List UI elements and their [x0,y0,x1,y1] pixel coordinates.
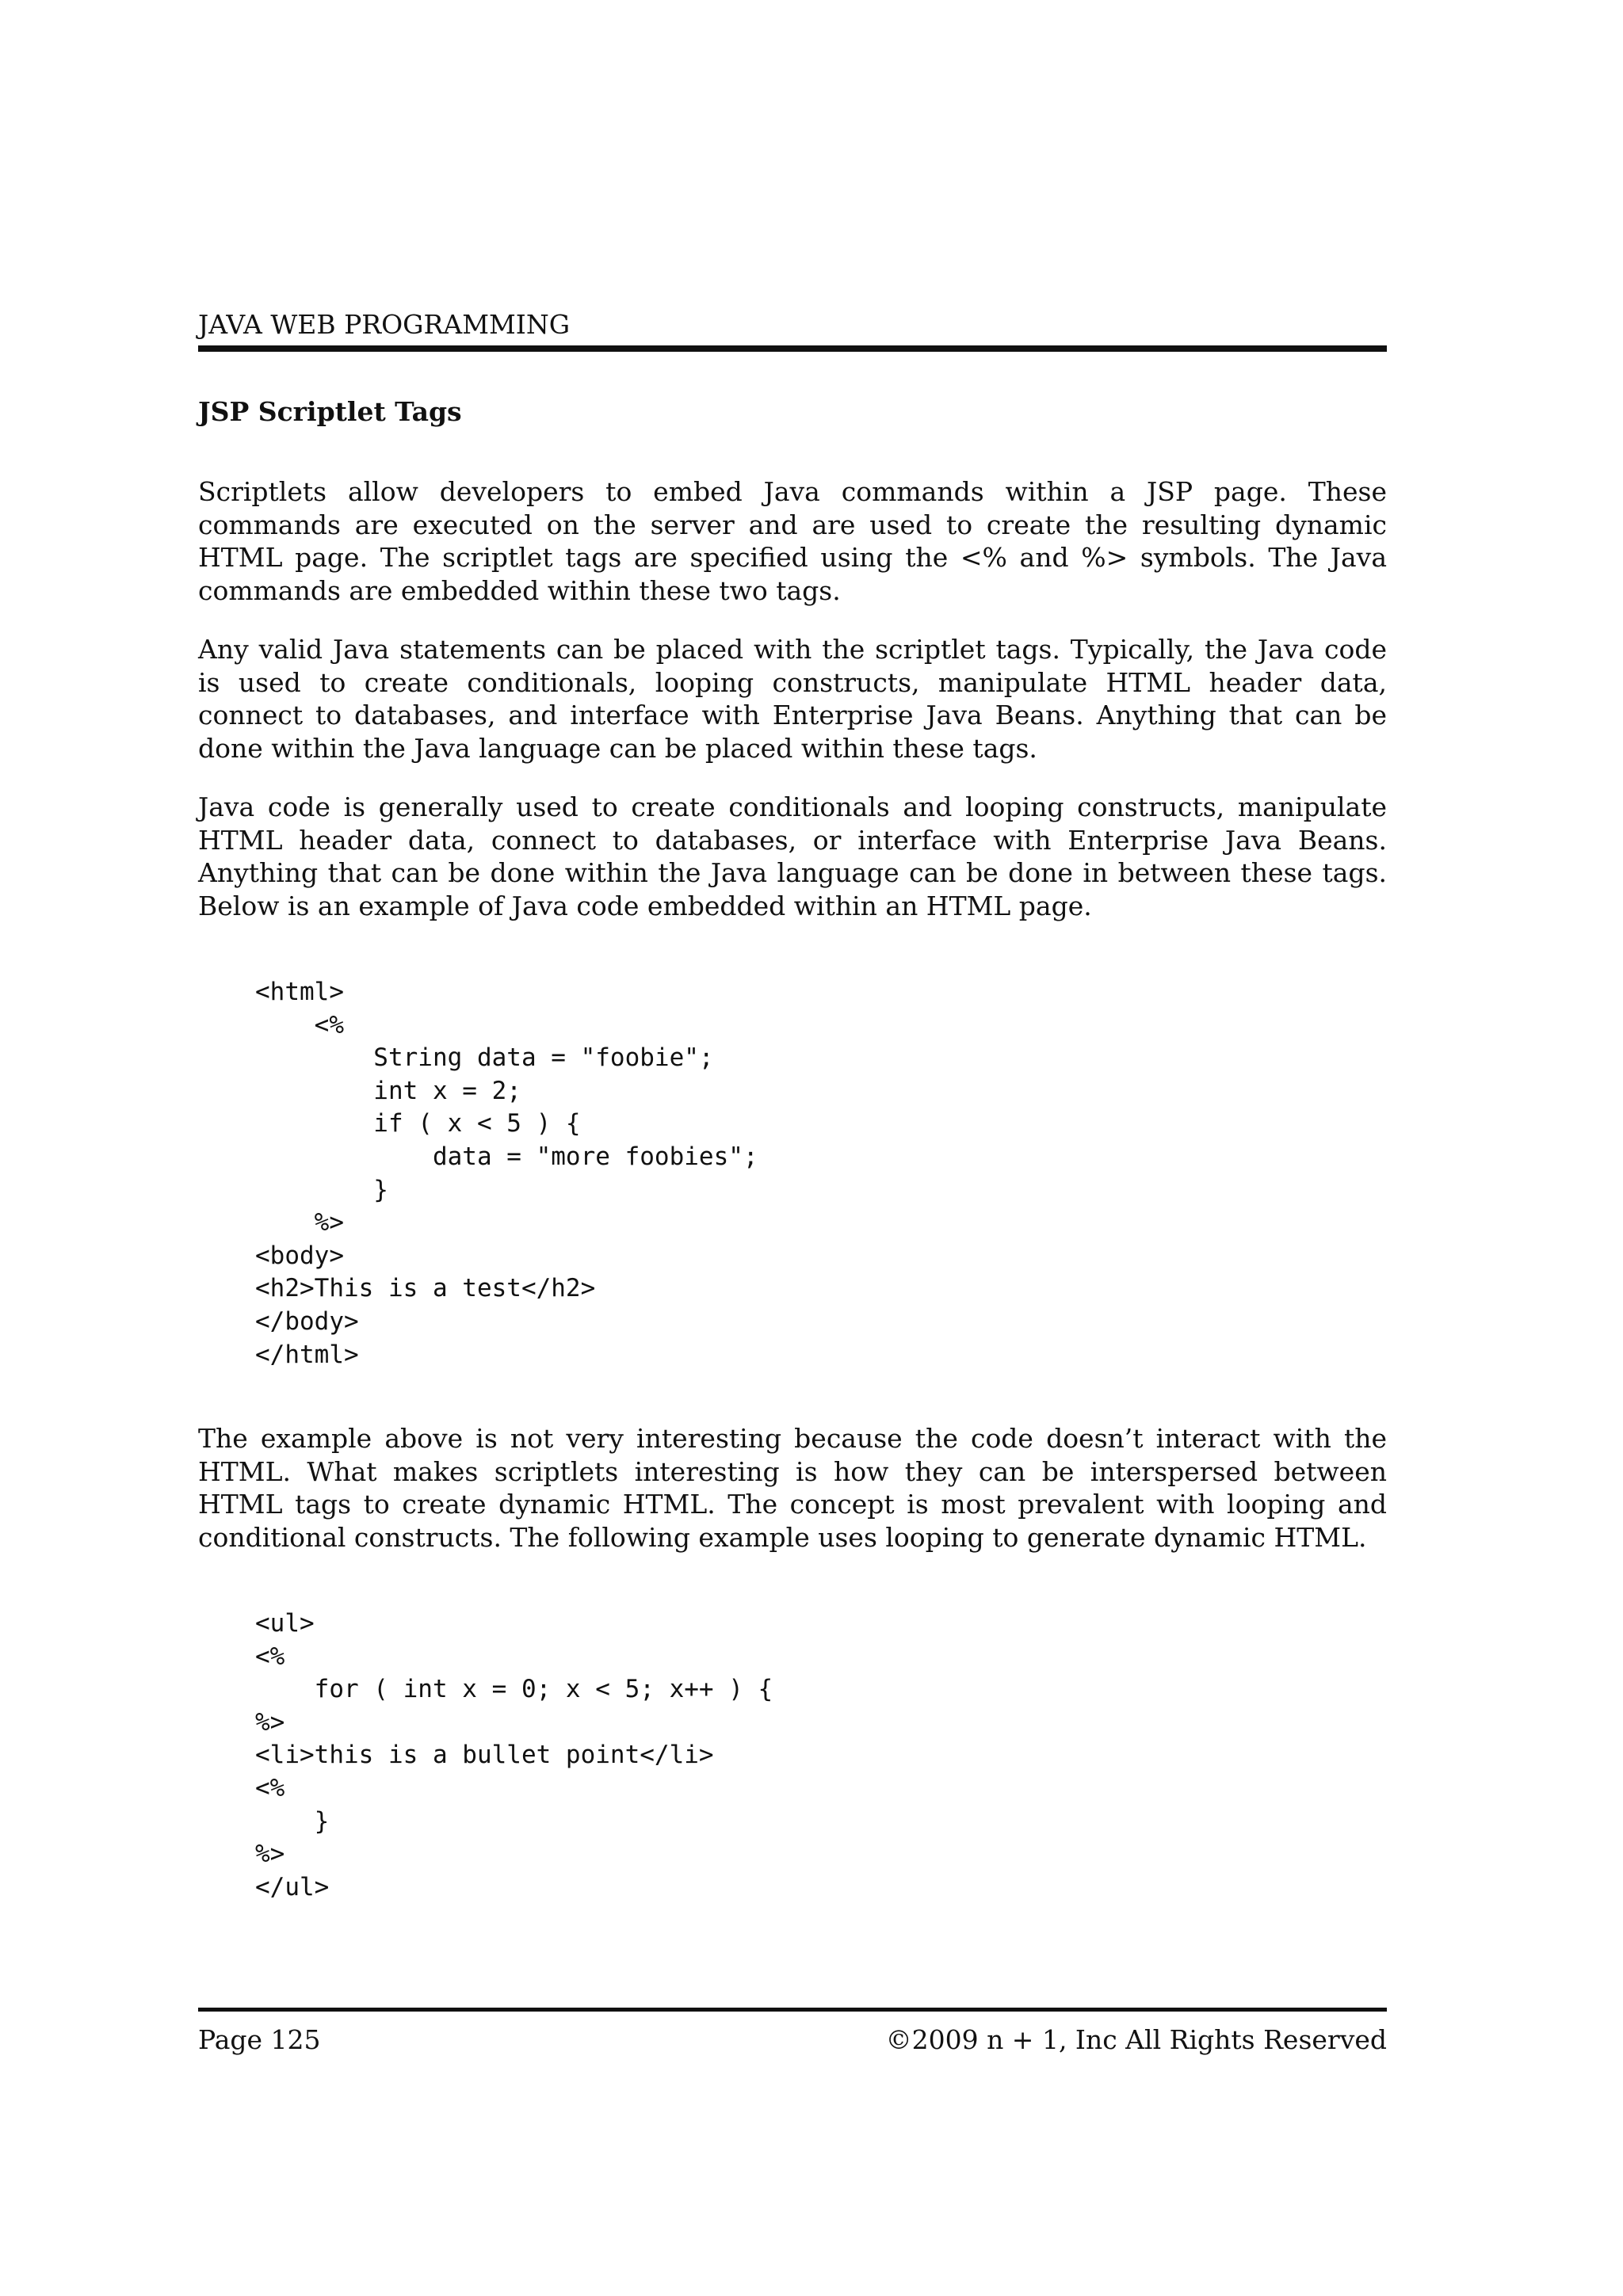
running-header-title: JAVA WEB PROGRAMMING [198,309,571,340]
code-example-scriptlet: <html> <% String data = "foobie"; int x = 2; if ( x < 5 ) { data = "more foobies"; } %> <body> <h2>This is a test</h2> </body> </html> [255,978,758,1369]
copyright-notice: ©2009 n + 1, Inc All Rights Reserved [885,2024,1387,2055]
page-number: Page 125 [198,2024,321,2055]
paragraph-1: Scriptlets allow developers to embed Java commands within a JSP page. These commands are executed on the server and are used to create the resulting dynamic HTML page. The scriptlet tags are specified using the <% and %> symbols. The Java commands are embedded within these two tags. [198,476,1387,606]
document-page [198,0,1387,2296]
paragraph-2: Any valid Java statements can be placed with the scriptlet tags. Typically, the Java code is used to create conditionals, looping constructs, manipulate HTML header data, connect to databases, and interface with Enterprise Java Beans. Anything that can be done within the Java language can be placed within these tags. [198,634,1387,764]
paragraph-3: Java code is generally used to create conditionals and looping constructs, manipulate HTML header data, connect to databases, or interface with Enterprise Java Beans. Anything that can be done within the Java language can be done in between these tags. Below is an example of Java code embedded within an HTML page. [198,791,1387,921]
section-title: JSP Scriptlet Tags [198,396,462,427]
paragraph-4: The example above is not very interesting because the code doesn’t interact with the HTML. What makes scriptlets interesting is how they can be interspersed between HTML tags to create dynamic HTML. The concept is most prevalent with looping and conditional constructs. The following example uses looping to generate dynamic HTML. [198,1423,1387,1553]
header-rule [198,345,1387,352]
code-example-loop: <ul> <% for ( int x = 0; x < 5; x++ ) { %> <li>this is a bullet point</li> <% } %> </ul> [255,1609,773,1901]
footer-rule [198,2008,1387,2012]
